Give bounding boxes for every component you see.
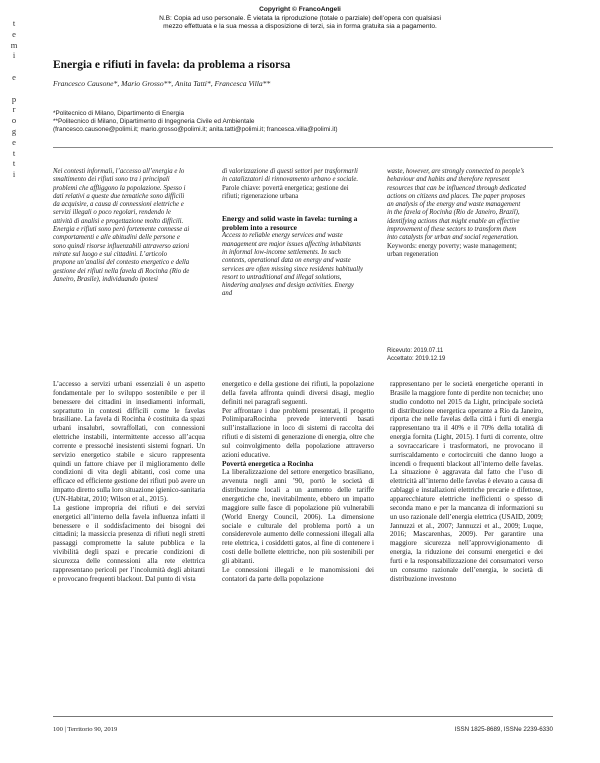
header-divider [53, 147, 553, 148]
author-list: Francesco Causone*, Mario Grosso**, Anita Tatti*, Francesca Villa** [53, 79, 271, 88]
affiliation-2: **Politecnico di Milano, Dipartimento di Ingegneria Civile ed Ambientale [53, 118, 255, 126]
keywords-italian: Parole chiave: povertà energetica; gestione dei rifiuti; rigenerazione urbana [222, 184, 349, 200]
body-paragraph: rappresentano per le società energetiche operanti in Brasile la maggiore fonte di perdite non tecniche; uno studio condotto nel 2015 da Light, principale società di distribuzione energetica operante a Rio da Janeiro, riporta che nelle favelas della città i furti di energia rappresentano tra il 40% e il 70% della totalità di energia fornita (Light, 2015). I furti di corrente, oltre a sovraccaricare i trasformatori, ne provocano il surriscaldamento e cortocircuiti che danno luogo a incendi o frequenti blackout all’interno delle favelas. La situazione è aggravata dal fatto che l’uso di elettricità all’interno delle favelas è elevato a causa di cablaggi e installazioni elettriche precarie e difettose, apparecchiature elettriche inefficienti o spesso di seconda mano e per la mancanza di informazioni su un uso razionale dell’energia elettrica (USAID, 2009; Jannuzzi et al., 2007; Jannuzzi et al., 2009; Luque, 2016; Mascarenhas, 2009). Per garantire una maggiore sicurezza nell’approvvigionamento di energia, la riduzione dei consumi energetici e dei furti e la responsabilizzazione dei consumatori verso un consumo razionale dell’energia, le società di distribuzione investono [390, 380, 543, 583]
body-paragraph: Le connessioni illegali e le manomissioni dei contatori da parte della popolazione [222, 565, 374, 583]
body-paragraph: L’accesso a servizi urbani essenziali è un aspetto fondamentale per lo sviluppo sostenibile e per il benessere dei cittadini in insediamenti informali, soprattutto in contesti difficili come le favelas brasiliane. La favela di Rocinha è costituita da spazi urbani insalubri, sovraffollati, con connessioni elettriche instabili, intermittente accesso all’acqua corrente e pressoché inesistenti sistemi fognari. Un servizio energetico stabile e sicuro rappresenta quindi un fattore chiave per il miglioramento delle condizioni di vita degli abitanti, così come una efficace ed efficiente gestione dei rifiuti può avere un impatto diretto sulla loro situazione igienico-sanitaria (UN-Habitat, 2010; Wilson et al., 2015). [53, 380, 205, 503]
copyright-line-2: mezzo effettuata e la sua messa a disposizione di terzi, sia in forma gratuita sia a pagamento. [163, 23, 437, 31]
side-letter: o [11, 115, 17, 126]
author-emails: (francesco.causone@polimi.it; mario.grosso@polimi.it; anita.tatti@polimi.it; francesca.villa@polimi.it) [53, 126, 338, 134]
body-column-3 [390, 380, 543, 583]
affiliation-1: *Politecnico di Milano, Dipartimento di Energia [53, 110, 185, 117]
side-letter: t [12, 18, 16, 28]
side-letter: i [12, 50, 16, 61]
side-letter: r [12, 104, 16, 115]
abstract-english: Access to reliable energy services and waste management are major issues affecting inhabitants in informal low-income settlements. In such contexts, operational data on energy and waste services are often missing since residents habitually resort to untraditional and illegal solutions, hindering analyses and design activities. Energy and [222, 232, 364, 298]
abstract-column-3 [387, 168, 527, 259]
body-column-1 [53, 380, 205, 583]
side-letter: e [12, 71, 16, 82]
abstract-column-2 [222, 168, 364, 299]
copyright-notice [0, 6, 600, 32]
article-title: Energia e rifiuti in favela: da problema a risorsa [53, 59, 291, 71]
side-letter: t [12, 158, 16, 169]
abstract-italian-continued: di valorizzazione di questi settori per trasformarli in catalizzatori di rinnovamento urbano e sociale. [222, 168, 359, 184]
abstract-italian: Nei contesti informali, l’accesso all’energia e lo smaltimento dei rifiuti sono tra i principali problemi che affliggono la popolazione. Spesso i dati relativi a queste due tematiche sono difficili da acquisire, a causa di connessioni elettriche e servizi illegali o poco regolari, rendendo le attività di analisi e progettazione molto difficili. Energia e rifiuti sono però fortemente connesse ai comportamenti e alle abitudini delle persone e sono quindi risorse influenzabili attraverso azioni mirate sul luogo e sui cittadini. L’articolo propone un’analisi del contesto energetico e della gestione dei rifiuti nella favela di Rocinha (Rio de Janeiro, Brasile), individuando ipotesi [53, 168, 190, 283]
body-paragraph: La gestione impropria dei rifiuti e dei servizi energetici all’interno della favela influenza infatti il benessere e il soddisfacimento dei bisogni dei cittadini; la massiccia presenza di rifiuti negli stretti passaggi compromette la salute pubblica e la vivibilità degli spazi e precarie condizioni di sicurezza delle connessioni alla rete elettrica rappresentano pericoli per l’incolumità degli abitanti e provocano frequenti blackout. Dal punto di vista [53, 503, 205, 583]
copyright-title: Copyright © FrancoAngeli [259, 6, 341, 13]
section-heading: Povertà energetica a Rocinha [222, 458, 314, 468]
copyright-line-1: N.B: Copia ad uso personale. È vietata la riproduzione (totale o parziale) dell’opera con qualsiasi [159, 14, 441, 22]
issn: ISSN 1825-8689, ISSNe 2239-6330 [454, 726, 553, 733]
body-paragraph: La liberalizzazione del settore energetico brasiliano, avvenuta negli anni ’90, portò le società di distribuzione locali a un aumento delle tariffe energetiche che, inevitabilmente, ebbero un impatto maggiore sulle fasce di popolazione più vulnerabili (World Energy Council, 2006). La dimensione sociale e culturale del problema portò a un considerevole aumento delle connessioni illegali alla rete elettrica, i cosiddetti gatos, al fine di contenere i costi delle bollette elettriche, non più sostenibili per gli abitanti. [222, 468, 374, 565]
side-letter: g [11, 125, 17, 136]
side-letter: e [12, 136, 16, 147]
side-letter: i [12, 169, 16, 180]
abstract-english-continued: waste, however, are strongly connected to people’s behaviour and habits and therefore represent resources that can be influenced through dedicated actions on citizens and places. The paper proposes an analysis of the energy and waste management in the favela of Rocinha (Rio de Janeiro, Brazil), identifying actions that might enable an effective improvement of these sectors to transform them into catalysts for urban and social regeneration. [387, 168, 526, 242]
page-number-journal: 100 | Territorio 90, 2019 [53, 726, 118, 733]
affiliations [53, 110, 553, 135]
body-paragraph: Per affrontare i due problemi presentati, il progetto PolimiparaRocinha prevede interventi basati sull’installazione in loco di sistemi di raccolta dei rifiuti e di sistemi di generazione di energia, oltre che sul coinvolgimento della popolazione attraverso azioni educative. [222, 406, 374, 459]
keywords-english: Keywords: energy poverty; waste management; urban regeneration [387, 242, 517, 258]
received-date: Ricevuto: 2019.07.11 [387, 348, 444, 354]
submission-dates [387, 348, 527, 363]
side-letter: e [12, 28, 16, 39]
english-title: Energy and solid waste in favela: turning a problem into a resource [222, 214, 358, 232]
section-side-label [7, 18, 21, 180]
accepted-date: Accettato: 2019.12.19 [387, 355, 446, 362]
side-letter: m [10, 39, 18, 50]
footer-divider [53, 716, 553, 717]
body-paragraph: energetico e della gestione dei rifiuti, la popolazione della favela affronta quindi diversi disagi, meglio definiti nei paragrafi seguenti. [222, 380, 374, 406]
body-column-2 [222, 380, 374, 583]
side-letter: p [11, 93, 17, 104]
side-letter: t [12, 147, 16, 158]
